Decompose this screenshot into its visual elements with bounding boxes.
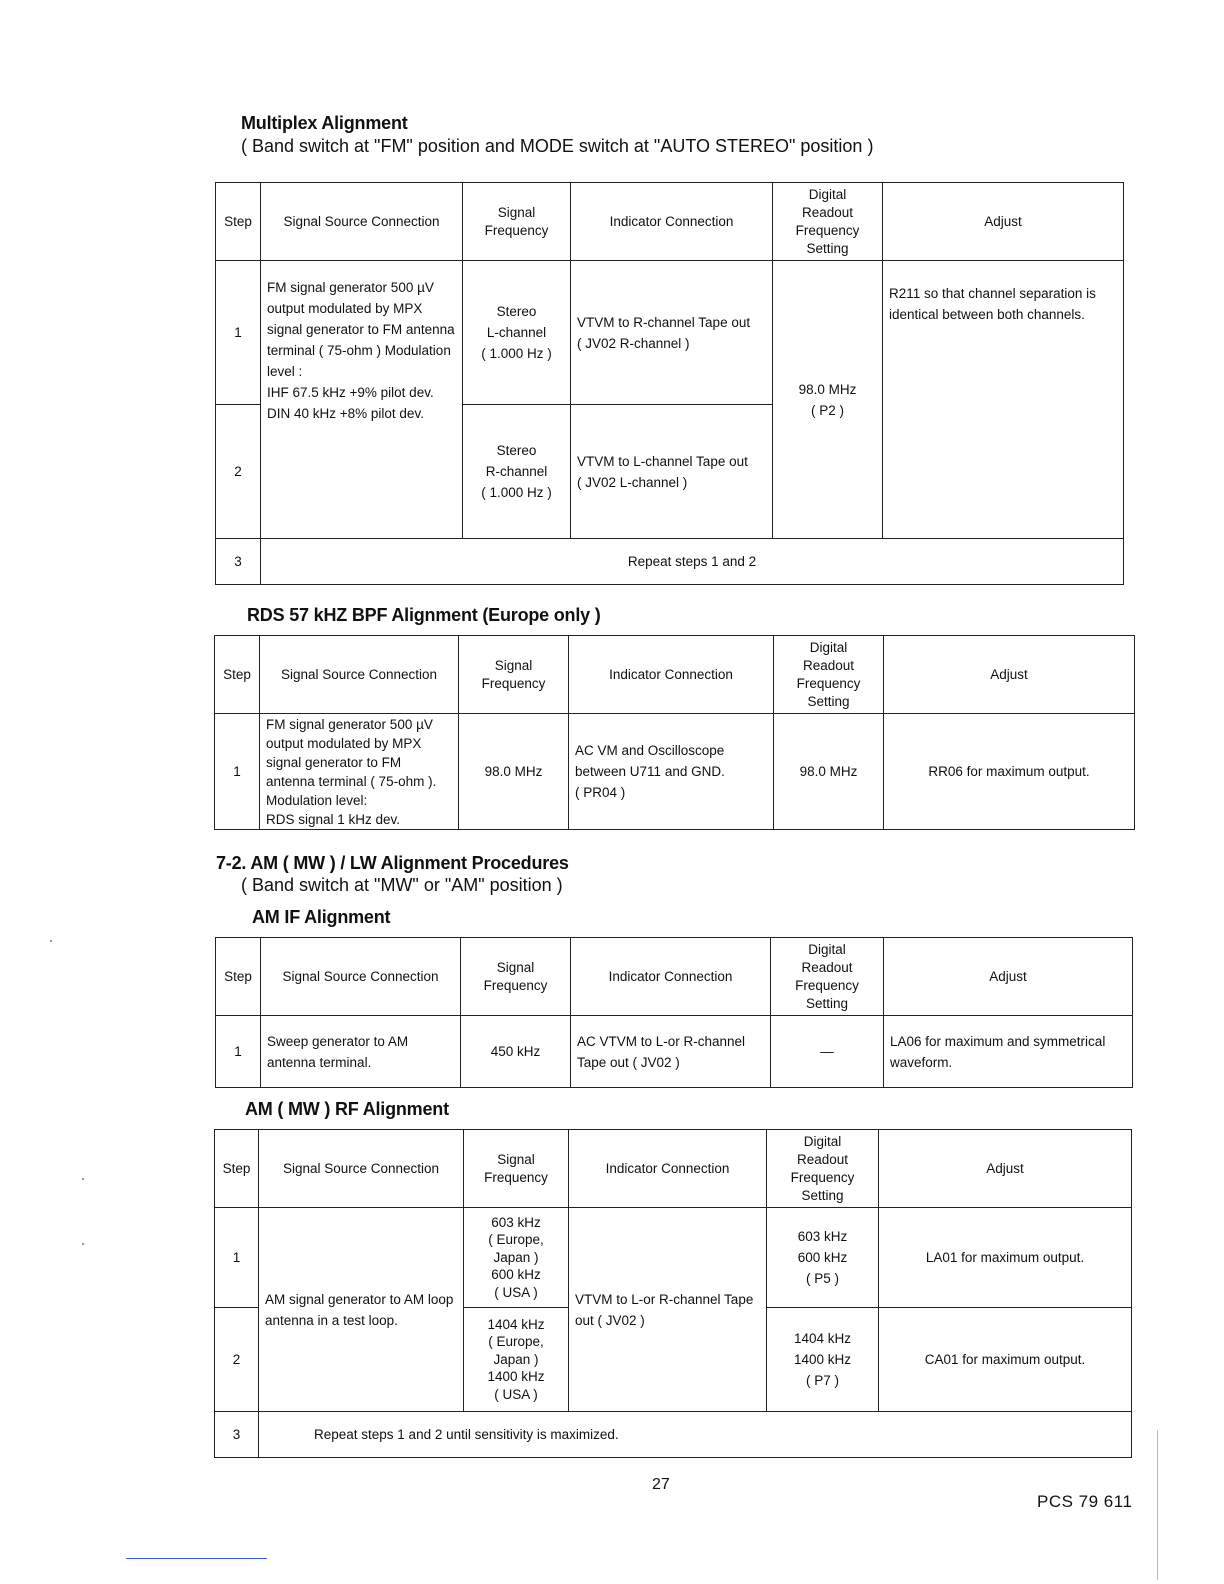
- table-header-row: [216, 938, 1133, 1016]
- header-frequency: Signal Frequency: [464, 1130, 569, 1208]
- header-adjust: Adjust: [884, 938, 1133, 1016]
- scan-speck: [50, 940, 52, 942]
- step-cell: 1: [216, 261, 261, 405]
- adjust-cell: R211 so that channel separation is identical between both channels.: [883, 261, 1124, 539]
- header-source: Signal Source Connection: [260, 636, 459, 714]
- indicator-cell: AC VM and Oscilloscope between U711 and GND. ( PR04 ): [569, 714, 774, 830]
- table-row: [216, 539, 1124, 585]
- step-cell: 2: [216, 405, 261, 539]
- frequency-cell: Stereo R-channel ( 1.000 Hz ): [463, 405, 571, 539]
- adjust-cell: LA06 for maximum and symmetrical waveform.: [884, 1016, 1133, 1088]
- am-section-title: 7-2. AM ( MW ) / LW Alignment Procedures: [216, 853, 569, 873]
- source-cell: Sweep generator to AM antenna terminal.: [261, 1016, 461, 1088]
- frequency-cell: 1404 kHz ( Europe, Japan ) 1400 kHz ( USA ): [464, 1308, 569, 1412]
- step-cell: 2: [215, 1308, 259, 1412]
- readout-cell: —: [771, 1016, 884, 1088]
- step-cell: 3: [215, 1412, 259, 1458]
- scan-artifact-line: [126, 1558, 267, 1559]
- scan-speck: [82, 1243, 84, 1245]
- header-frequency: Signal Frequency: [461, 938, 571, 1016]
- table-row: [215, 1208, 1132, 1308]
- header-step: Step: [215, 1130, 259, 1208]
- readout-cell: 98.0 MHz ( P2 ): [773, 261, 883, 539]
- readout-cell: 98.0 MHz: [774, 714, 884, 830]
- indicator-cell: VTVM to R-channel Tape out ( JV02 R-channel ): [571, 261, 773, 405]
- step-cell: 3: [216, 539, 261, 585]
- indicator-cell: VTVM to L-or R-channel Tape out ( JV02 ): [569, 1208, 767, 1412]
- header-readout: Digital Readout Frequency Setting: [773, 183, 883, 261]
- header-readout: Digital Readout Frequency Setting: [774, 636, 884, 714]
- table-header-row: [216, 183, 1124, 261]
- header-readout: Digital Readout Frequency Setting: [767, 1130, 879, 1208]
- am-rf-title: AM ( MW ) RF Alignment: [245, 1099, 449, 1119]
- multiplex-title: Multiplex Alignment: [241, 113, 408, 133]
- header-source: Signal Source Connection: [261, 938, 461, 1016]
- scan-speck: [82, 1178, 84, 1180]
- header-adjust: Adjust: [883, 183, 1124, 261]
- multiplex-table: [215, 182, 1124, 585]
- frequency-cell: 603 kHz ( Europe, Japan ) 600 kHz ( USA ): [464, 1208, 569, 1308]
- table-header-row: [215, 1130, 1132, 1208]
- am-rf-table: [214, 1129, 1132, 1458]
- header-readout: Digital Readout Frequency Setting: [771, 938, 884, 1016]
- header-frequency: Signal Frequency: [459, 636, 569, 714]
- adjust-cell: LA01 for maximum output.: [879, 1208, 1132, 1308]
- adjust-cell: RR06 for maximum output.: [884, 714, 1135, 830]
- header-indicator: Indicator Connection: [571, 183, 773, 261]
- source-cell: FM signal generator 500 µV output modulated by MPX signal generator to FM antenna terminal ( 75-ohm ). Modulation level: RDS signal 1 kHz dev.: [260, 714, 459, 830]
- table-row: [216, 1016, 1133, 1088]
- header-step: Step: [216, 183, 261, 261]
- am-section-subtitle: ( Band switch at "MW" or "AM" position ): [241, 875, 563, 895]
- repeat-cell: Repeat steps 1 and 2 until sensitivity is maximized.: [259, 1412, 1132, 1458]
- readout-cell: 1404 kHz 1400 kHz ( P7 ): [767, 1308, 879, 1412]
- header-frequency: Signal Frequency: [463, 183, 571, 261]
- header-source: Signal Source Connection: [259, 1130, 464, 1208]
- header-source: Signal Source Connection: [261, 183, 463, 261]
- repeat-cell: Repeat steps 1 and 2: [261, 539, 1124, 585]
- frequency-cell: 98.0 MHz: [459, 714, 569, 830]
- frequency-cell: 450 kHz: [461, 1016, 571, 1088]
- step-cell: 1: [216, 1016, 261, 1088]
- scan-edge-line: [1157, 1430, 1158, 1580]
- am-if-title: AM IF Alignment: [252, 907, 391, 927]
- table-row: [215, 714, 1135, 830]
- source-cell: FM signal generator 500 µV output modulated by MPX signal generator to FM antenna terminal ( 75-ohm ) Modulation level : IHF 67.5 kHz +9% pilot dev. DIN 40 kHz +8% pilot dev.: [261, 261, 463, 539]
- page-number: 27: [652, 1476, 670, 1493]
- indicator-cell: VTVM to L-channel Tape out ( JV02 L-channel ): [571, 405, 773, 539]
- header-adjust: Adjust: [879, 1130, 1132, 1208]
- header-step: Step: [215, 636, 260, 714]
- table-header-row: [215, 636, 1135, 714]
- indicator-cell: AC VTVM to L-or R-channel Tape out ( JV02 ): [571, 1016, 771, 1088]
- source-cell: AM signal generator to AM loop antenna in a test loop.: [259, 1208, 464, 1412]
- header-step: Step: [216, 938, 261, 1016]
- header-adjust: Adjust: [884, 636, 1135, 714]
- am-if-table: [215, 937, 1133, 1088]
- step-cell: 1: [215, 714, 260, 830]
- rds-table: [214, 635, 1135, 830]
- header-indicator: Indicator Connection: [569, 1130, 767, 1208]
- table-row: [215, 1412, 1132, 1458]
- step-cell: 1: [215, 1208, 259, 1308]
- adjust-cell: CA01 for maximum output.: [879, 1308, 1132, 1412]
- document-code: PCS 79 611: [1037, 1492, 1133, 1511]
- header-indicator: Indicator Connection: [569, 636, 774, 714]
- rds-title: RDS 57 kHZ BPF Alignment (Europe only ): [247, 605, 601, 625]
- readout-cell: 603 kHz 600 kHz ( P5 ): [767, 1208, 879, 1308]
- frequency-cell: Stereo L-channel ( 1.000 Hz ): [463, 261, 571, 405]
- table-row: [216, 261, 1124, 405]
- multiplex-subtitle: ( Band switch at "FM" position and MODE switch at "AUTO STEREO" position ): [241, 136, 874, 156]
- header-indicator: Indicator Connection: [571, 938, 771, 1016]
